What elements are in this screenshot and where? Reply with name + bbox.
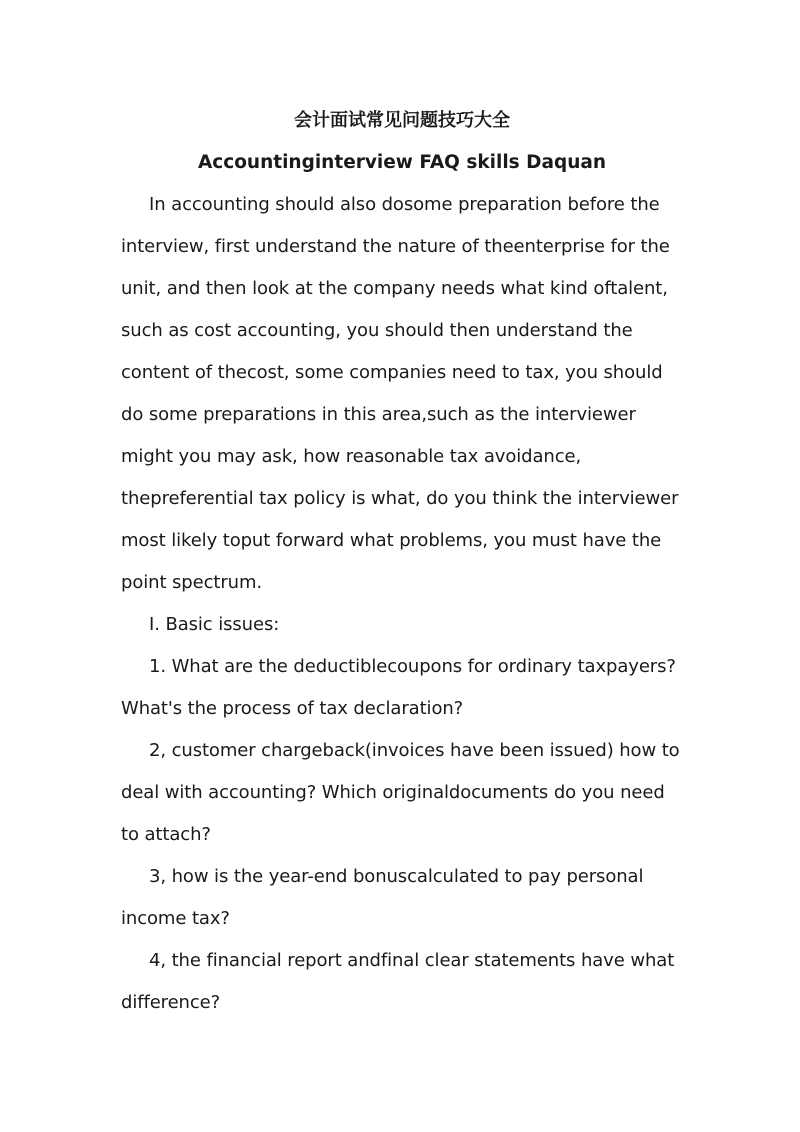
intro-paragraph: In accounting should also dosome preparation before the interview, first understand the nature of theenterprise for the unit, and then look at the company needs what kind oftalent, such as cost accounting, you should then understand the content of thecost, some companies need to tax, you should do some preparations in this area,such as the interviewer might you may ask, how reasonable tax avoidance, thepreferential tax policy is what, do you think the interviewer most likely toput forward what problems, you must have the point spectrum. xyxy=(121,194,679,593)
document-body xyxy=(121,100,683,1024)
chinese-title: 会计面试常见问题技巧大全 xyxy=(294,110,510,131)
section-heading-basic-issues: I. Basic issues: xyxy=(149,614,280,635)
question-1: 1. What are the deductiblecoupons for ordinary taxpayers? What's the process of tax declaration? xyxy=(121,656,676,719)
question-2: 2, customer chargeback(invoices have been issued) how to deal with accounting? Which originaldocuments do you need to attach? xyxy=(121,740,680,845)
question-4: 4, the financial report andfinal clear statements have what difference? xyxy=(121,950,675,1013)
english-title: Accountinginterview FAQ skills Daquan xyxy=(197,152,607,173)
question-3: 3, how is the year-end bonuscalculated to pay personal income tax? xyxy=(121,866,644,929)
